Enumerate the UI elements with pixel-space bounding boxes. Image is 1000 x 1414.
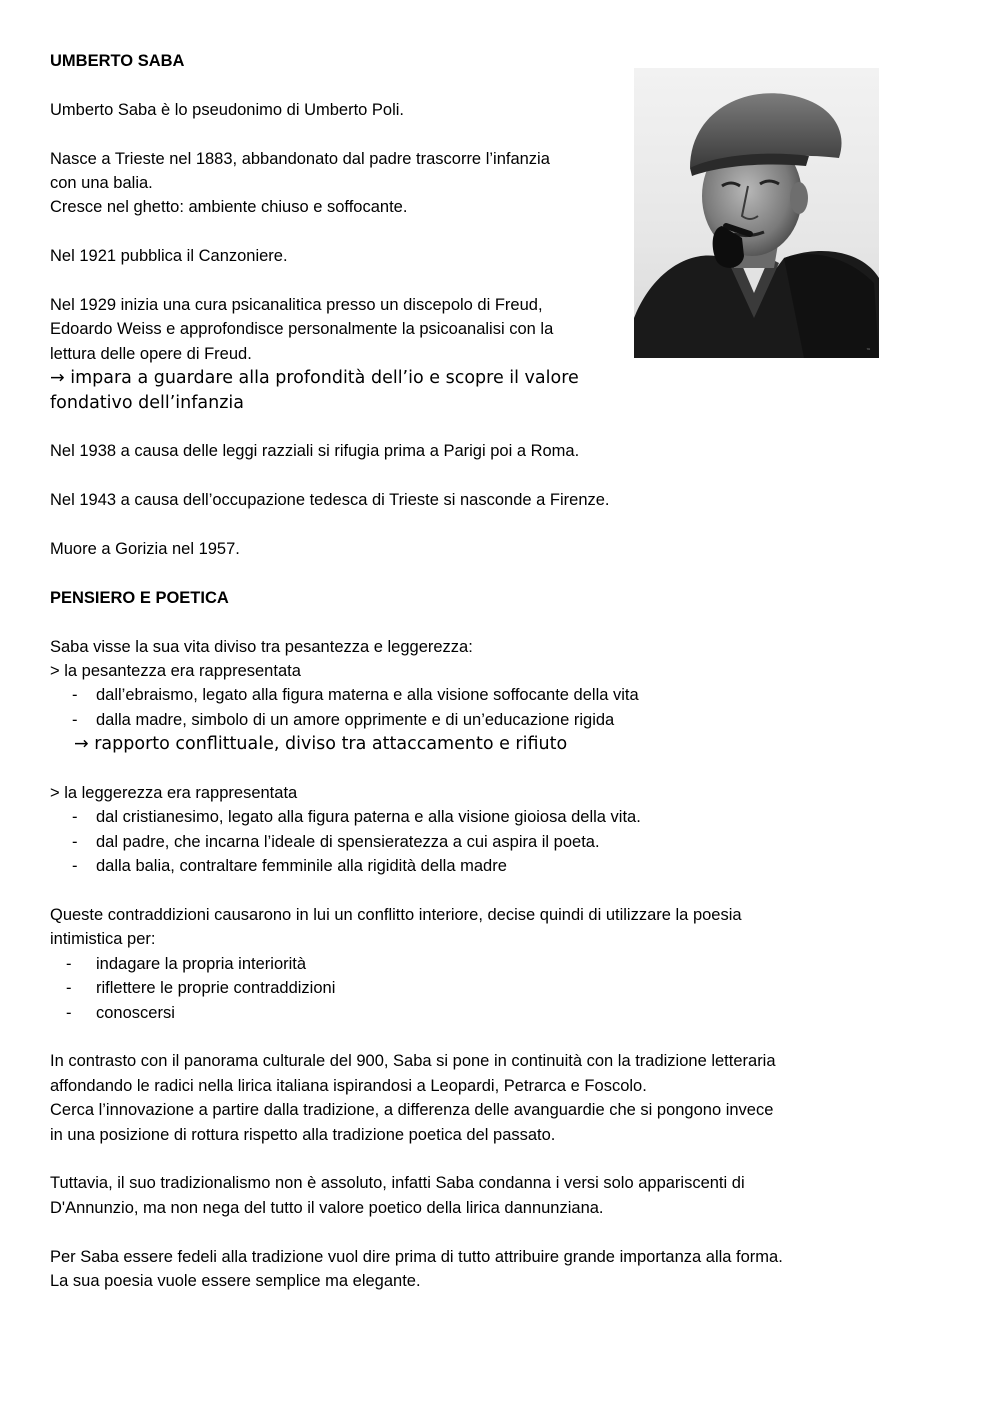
tradition-line-1: In contrasto con il panorama culturale del 900, Saba si pone in continuità con la tradizione letteraria [50,1052,776,1071]
ghetto-line: Cresce nel ghetto: ambiente chiuso e soffocante. [50,198,408,217]
list-item: - dalla balia, contraltare femminile alla rigidità della madre [72,857,507,876]
birth-line-cont: con una balia. [50,174,153,192]
tradition-line-3: Cerca l’innovazione a partire dalla tradizione, a differenza delle avanguardie che si pongono invece [50,1101,774,1120]
list-item: - dal padre, che incarna l’ideale di spensieratezza a cui aspira il poeta. [72,832,600,851]
dannunzio-line-1: Tuttavia, il suo tradizionalismo non è assoluto, infatti Saba condanna i versi solo appariscenti di [50,1174,745,1193]
tradition-line-4: in una posizione di rottura rispetto alla tradizione poetica del passato. [50,1125,556,1144]
arrow-note-1: → impara a guardare alla profondità dell’io e scopre il valore [50,368,579,389]
arrow-note-2: → rapporto conflittuale, diviso tra attaccamento e rifiuto [74,734,568,755]
list-item: - dall’ebraismo, legato alla figura materna e alla visione soffocante della vita [72,686,639,705]
heaviness-lead: > la pesantezza era rappresentata [50,662,301,681]
document-body [50,49,910,1294]
duality-lead: Saba visse la sua vita diviso tra pesantezza e leggerezza: [50,637,473,656]
conflict-line-2: intimistica per: [50,930,156,949]
document-title: UMBERTO SABA [50,52,185,70]
section-heading: PENSIERO E POETICA [50,588,229,607]
list-item: - indagare la propria interiorità [66,954,307,973]
birth-line: Nasce a Trieste nel 1883, abbandonato dal padre trascorre l’infanzia [50,149,550,168]
arrow-note-1-cont: fondativo dell’infanzia [50,392,245,413]
list-item: - riflettere le proprie contraddizioni [66,979,336,998]
list-item: - dal cristianesimo, legato alla figura paterna e alla visione gioiosa della vita. [72,808,641,827]
canzoniere-line: Nel 1921 pubblica il Canzoniere. [50,247,288,266]
list-item: - dalla madre, simbolo di un amore opprimente e di un’educazione rigida [72,710,615,729]
line-1957: Muore a Gorizia nel 1957. [50,540,240,559]
line-1938: Nel 1938 a causa delle leggi razziali si rifugia prima a Parigi poi a Roma. [50,442,580,461]
tradition-line-2: affondando le radici nella lirica italiana ispirandosi a Leopardi, Petrarca e Foscolo. [50,1076,647,1095]
freud-line-3: lettura delle opere di Freud. [50,344,252,363]
freud-line-1: Nel 1929 inizia una cura psicanalitica presso un discepolo di Freud, [50,296,543,314]
list-item: - conoscersi [66,1003,175,1022]
conflict-line-1: Queste contraddizioni causarono in lui un conflitto interiore, decise quindi di utilizzare la poesia [50,906,742,925]
freud-line-2: Edoardo Weiss e approfondisce personalmente la psicoanalisi con la [50,320,554,339]
intro-paragraph-1: Umberto Saba è lo pseudonimo di Umberto Poli. [50,100,405,119]
dannunzio-line-2: D'Annunzio, ma non nega del tutto il valore poetico della lirica dannunziana. [50,1198,604,1217]
svg-text:™: ™ [866,348,871,354]
lightness-lead: > la leggerezza era rappresentata [50,784,298,803]
line-1943: Nel 1943 a causa dell’occupazione tedesca di Trieste si nasconde a Firenze. [50,491,610,510]
form-line-1: Per Saba essere fedeli alla tradizione vuol dire prima di tutto attribuire grande importanza alla forma. [50,1247,783,1266]
form-line-2: La sua poesia vuole essere semplice ma elegante. [50,1272,421,1291]
